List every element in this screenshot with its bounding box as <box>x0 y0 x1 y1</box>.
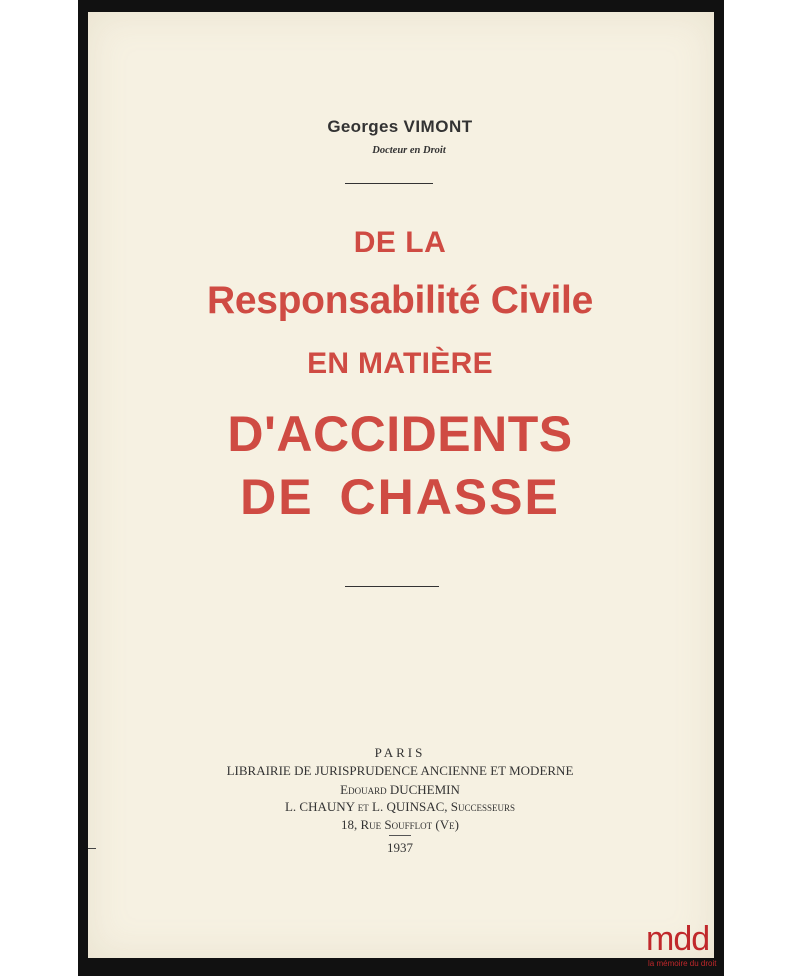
publisher-successors: L. CHAUNY et L. QUINSAC, Successeurs <box>284 799 516 814</box>
author-title: Docteur en Droit <box>372 145 446 156</box>
title-line-2: Responsabilité Civile <box>207 279 593 322</box>
publisher-owner: Edouard DUCHEMIN <box>340 782 460 797</box>
publication-year: 1937 <box>387 840 413 855</box>
author-name <box>0 117 800 137</box>
title-line-1: DE LA <box>353 226 447 259</box>
title-line-3: EN MATIÈRE <box>307 347 493 380</box>
divider-year <box>389 835 411 836</box>
logo-mark: mdd <box>646 920 710 958</box>
title-line-5: DE CHASSE <box>240 469 560 525</box>
title-line-4: D'ACCIDENTS <box>227 406 573 462</box>
logo-tagline: la mémoire du droit <box>648 959 717 968</box>
divider-top <box>345 183 433 184</box>
publisher-address: 18, Rue Soufflot (Ve) <box>341 817 459 832</box>
publisher-name: LIBRAIRIE DE JURISPRUDENCE ANCIENNE ET MODERNE <box>226 763 574 778</box>
author-first-name: Georges <box>327 117 399 136</box>
divider-middle <box>345 586 439 587</box>
publisher-city: PARIS <box>374 745 426 760</box>
author-last-name: VIMONT <box>403 117 473 136</box>
mdd-logo <box>646 922 726 976</box>
